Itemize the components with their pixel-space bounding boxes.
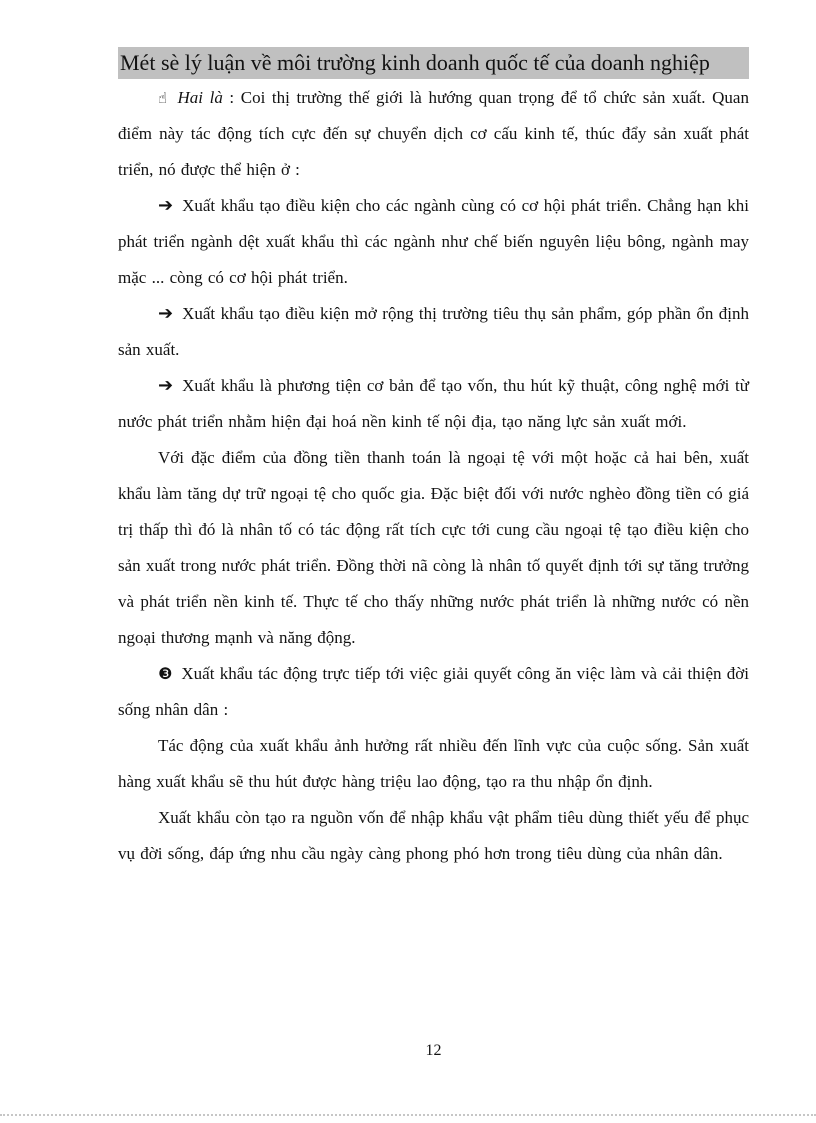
arrow-right-icon: ➔: [158, 375, 174, 396]
paragraph-text: Xuất khẩu tạo điều kiện cho các ngành cùng có cơ hội phát triển. Chẳng hạn khi phát triển ngành dệt xuất khẩu thì các ngành như chế biến nguyên liệu bông, ngành may mặc ... còng có cơ hội phát triển.: [118, 196, 749, 287]
paragraph-text: Tác động của xuất khẩu ảnh hưởng rất nhiều đến lĩnh vực của cuộc sống. Sản xuất hàng xuất khẩu sẽ thu hút được hàng triệu lao động, tạo ra thu nhập ổn định.: [118, 736, 749, 791]
paragraph: [118, 80, 749, 188]
paragraph: [118, 188, 749, 296]
page-title: Mét sè lý luận về môi trường kinh doanh quốc tế của doanh nghiệp: [118, 47, 749, 79]
paragraph-text: Xuất khẩu là phương tiện cơ bản để tạo vốn, thu hút kỹ thuật, công nghệ mới từ nước phát triển nhằm hiện đại hoá nền kinh tế nội địa, tạo năng lực sản xuất mới.: [118, 376, 749, 431]
paragraph-text: Xuất khẩu còn tạo ra nguồn vốn để nhập khẩu vật phẩm tiêu dùng thiết yếu để phục vụ đời sống, đáp ứng nhu cầu ngày càng phong phó hơn trong tiêu dùng của nhân dân.: [118, 808, 749, 863]
paragraph: [118, 440, 749, 656]
paragraph-text: Xuất khẩu tạo điều kiện mở rộng thị trường tiêu thụ sản phẩm, góp phần ổn định sản xuất.: [118, 304, 749, 359]
paragraph-text: Xuất khẩu tác động trực tiếp tới việc giải quyết công ăn việc làm và cải thiện đời sống nhân dân :: [118, 664, 750, 719]
document-content: [118, 47, 749, 872]
document-body: [118, 80, 749, 872]
paragraph-lead-italic: Hai là: [177, 88, 223, 107]
hand-pointing-icon: ☝: [158, 89, 169, 107]
paragraph: [118, 296, 749, 368]
circled-three-icon: ❸: [158, 664, 173, 683]
paragraph: [118, 800, 749, 872]
arrow-right-icon: ➔: [158, 303, 174, 324]
paragraph: [118, 656, 749, 728]
page-break-divider: [0, 1114, 816, 1116]
paragraph: [118, 368, 749, 440]
paragraph-text: : Coi thị trường thế giới là hướng quan trọng để tổ chức sản xuất. Quan điểm này tác động tích cực đến sự chuyển dịch cơ cấu kinh tế, thúc đẩy sản xuất phát triển, nó được thể hiện ở :: [118, 88, 749, 179]
arrow-right-icon: ➔: [158, 195, 174, 216]
page-number: 12: [425, 1042, 442, 1059]
paragraph: [118, 728, 749, 800]
paragraph-text: Với đặc điểm của đồng tiền thanh toán là ngoại tệ với một hoặc cả hai bên, xuất khẩu làm tăng dự trữ ngoại tệ cho quốc gia. Đặc biệt đối với nước nghèo đồng tiền có giá trị thấp thì đó là nhân tố có tác động rất tích cực tới cung cầu ngoại tệ tạo điều kiện cho sản xuất trong nước phát triển. Đồng thời nã còng là nhân tố quyết định tới sự tăng trưởng và phát triển nền kinh tế. Thực tế cho thấy những nước phát triển là những nước có nền ngoại thương mạnh và năng động.: [118, 448, 749, 647]
